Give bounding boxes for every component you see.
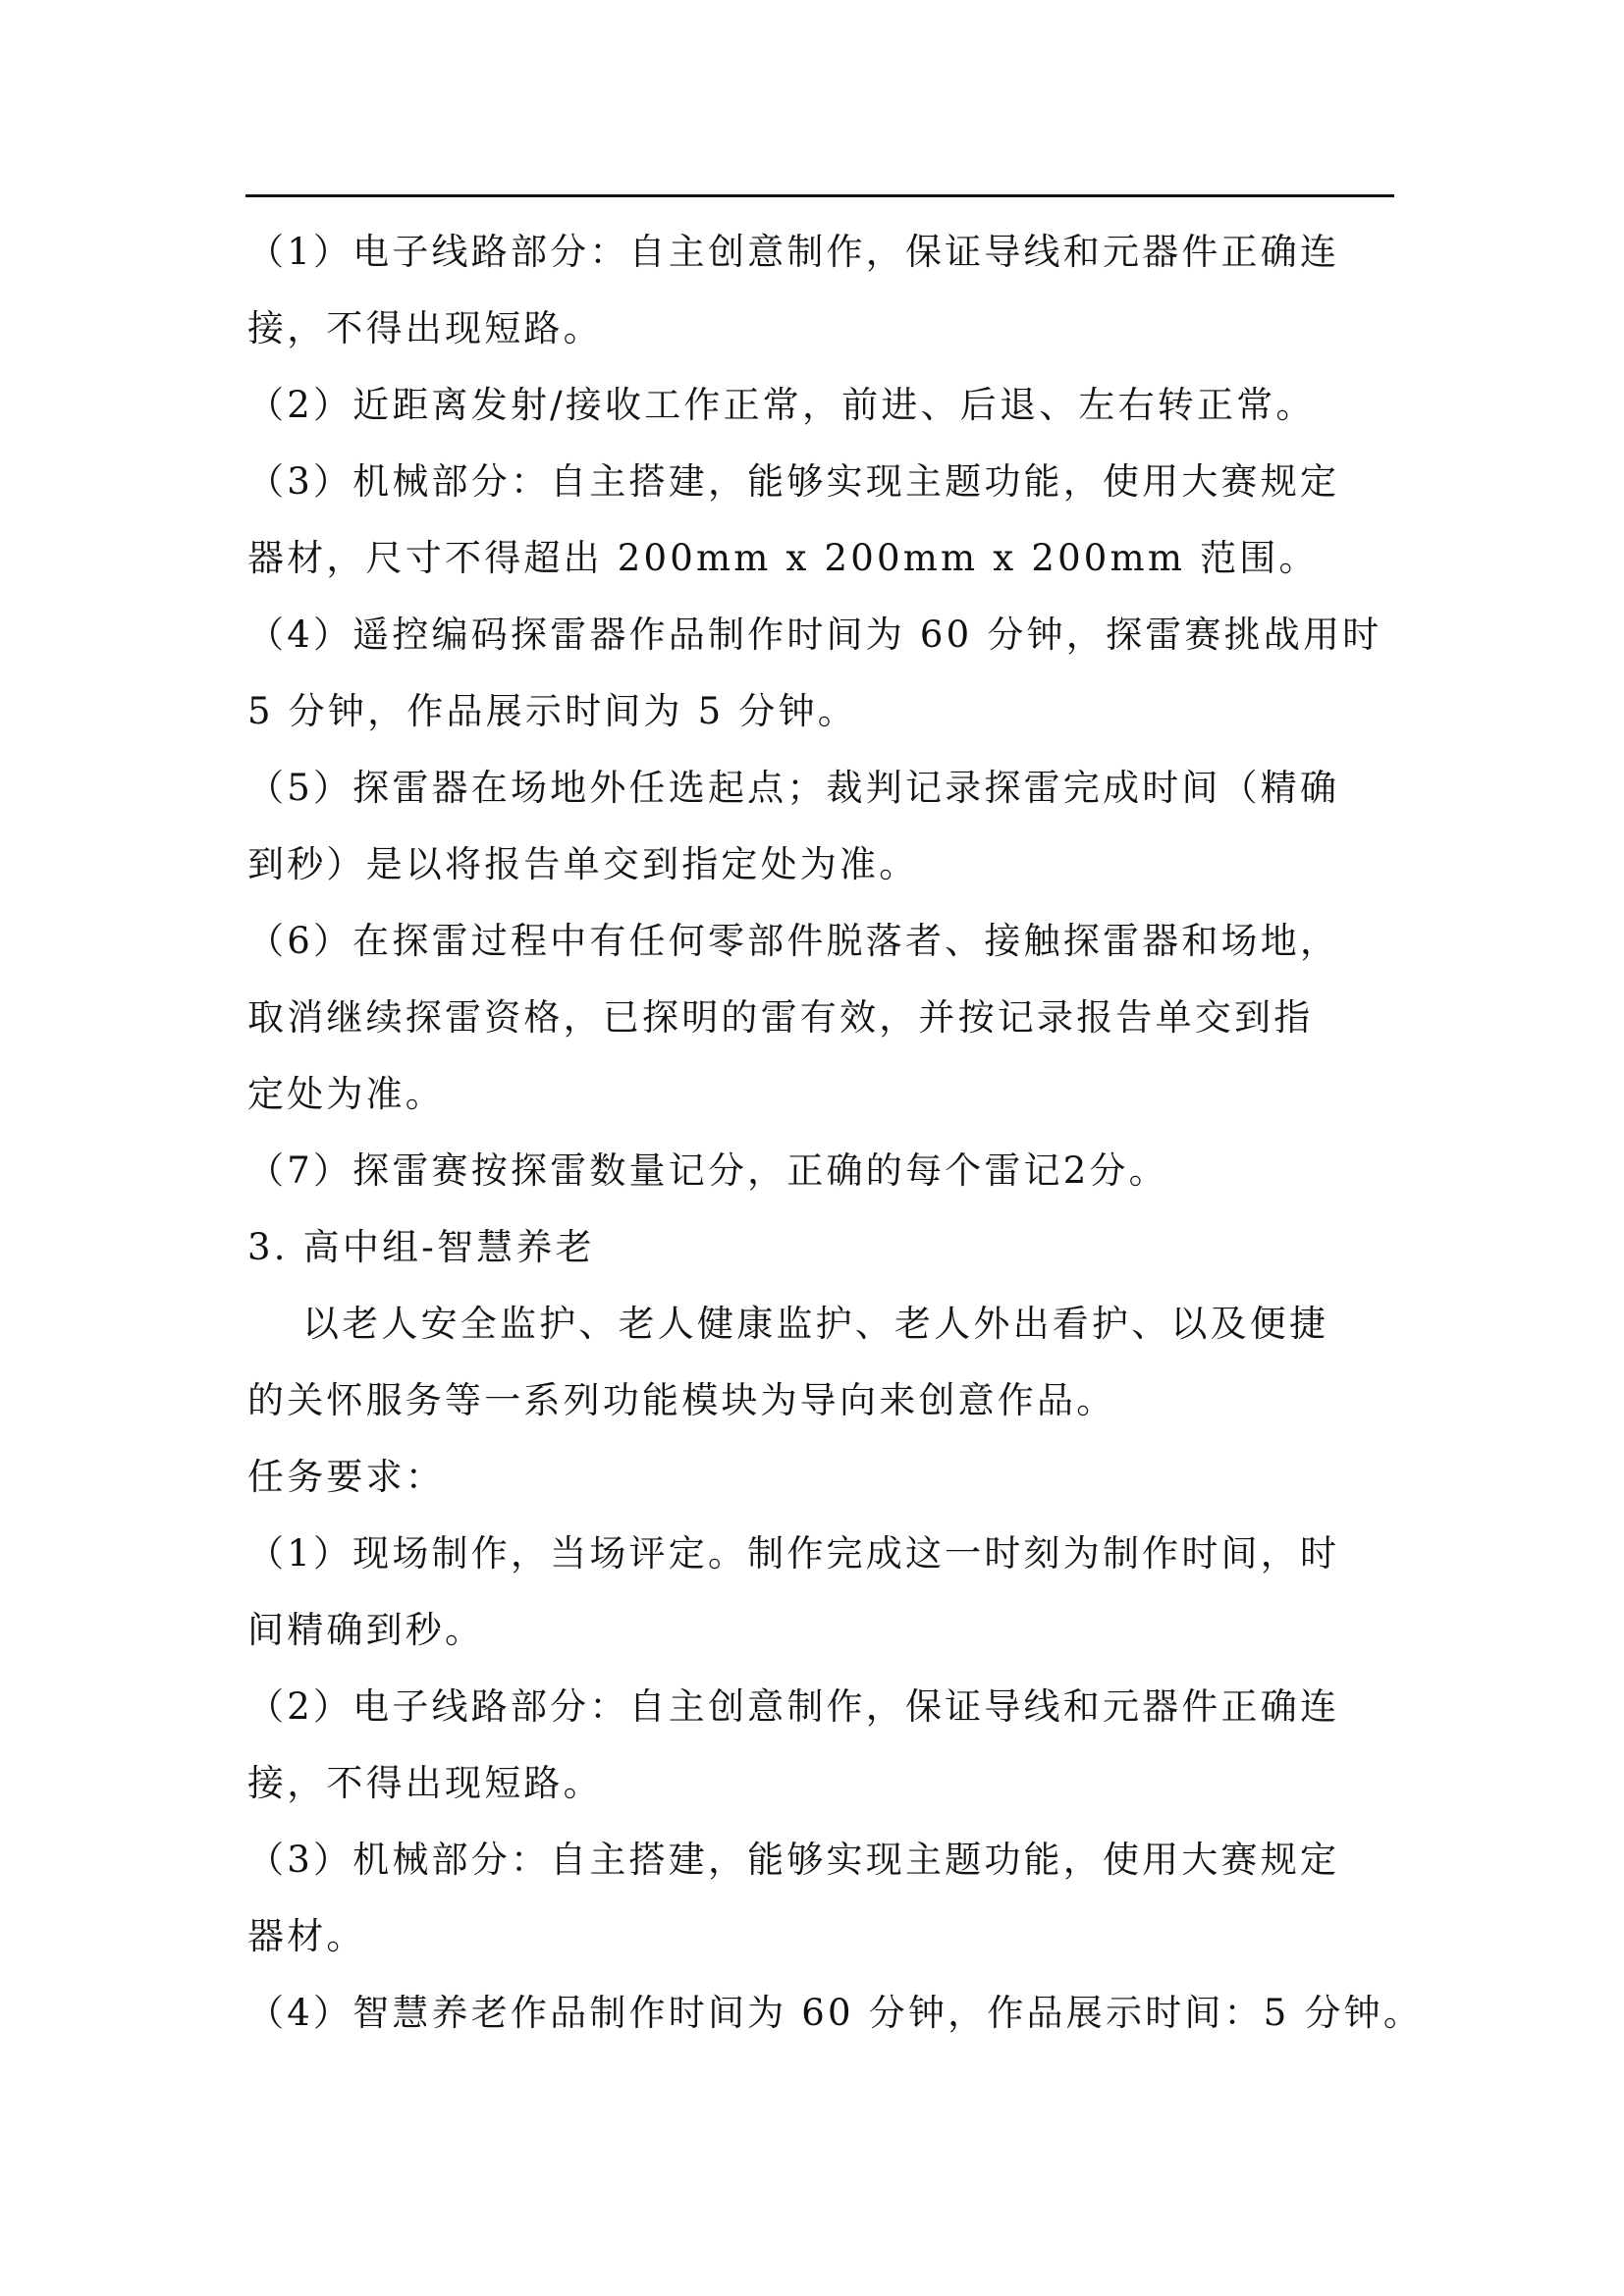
task-requirements-label: 任务要求：: [247, 1456, 445, 1498]
rule-line: （2）电子线路部分：自主创意制作，保证导线和元器件正确连: [247, 1685, 1340, 1728]
rule-line: （2）近距离发射/接收工作正常，前进、后退、左右转正常。: [247, 384, 1316, 426]
rule-line: 接，不得出现短路。: [247, 307, 603, 349]
header-rule: [245, 194, 1394, 197]
rule-line: （6）在探雷过程中有任何零部件脱落者、接触探雷器和场地，: [247, 920, 1340, 962]
section-heading: 3. 高中组-智慧养老: [247, 1226, 595, 1268]
rule-line: （4）遥控编码探雷器作品制作时间为 60 分钟，探雷赛挑战用时: [247, 614, 1382, 656]
rule-line: （1）现场制作，当场评定。制作完成这一时刻为制作时间，时: [247, 1532, 1340, 1575]
rule-line: 器材，尺寸不得超出 200mm x 200mm x 200mm 范围。: [247, 537, 1319, 579]
rule-line: （4）智慧养老作品制作时间为 60 分钟，作品展示时间：5 分钟。: [247, 1992, 1424, 2034]
rule-line: 间精确到秒。: [247, 1609, 485, 1651]
section-intro-line: 的关怀服务等一系列功能模块为导向来创意作品。: [247, 1379, 1116, 1421]
rule-line: （3）机械部分：自主搭建，能够实现主题功能，使用大赛规定: [247, 460, 1340, 503]
rule-line: （3）机械部分：自主搭建，能够实现主题功能，使用大赛规定: [247, 1839, 1340, 1881]
rule-line: 器材。: [247, 1915, 366, 1957]
rule-line: （7）探雷赛按探雷数量记分，正确的每个雷记2分。: [247, 1149, 1168, 1192]
rule-line: 到秒）是以将报告单交到指定处为准。: [247, 843, 919, 885]
section-intro-line: 以老人安全监护、老人健康监护、老人外出看护、以及便捷: [302, 1303, 1329, 1345]
rule-line: 5 分钟，作品展示时间为 5 分钟。: [247, 690, 857, 732]
rule-line: 定处为准。: [247, 1073, 445, 1115]
document-body: [247, 214, 1424, 2052]
rule-line: 接，不得出现短路。: [247, 1762, 603, 1804]
rule-line: 取消继续探雷资格，已探明的雷有效，并按记录报告单交到指: [247, 996, 1314, 1039]
rule-line: （1）电子线路部分：自主创意制作，保证导线和元器件正确连: [247, 231, 1340, 273]
rule-line: （5）探雷器在场地外任选起点；裁判记录探雷完成时间（精确: [247, 767, 1340, 809]
